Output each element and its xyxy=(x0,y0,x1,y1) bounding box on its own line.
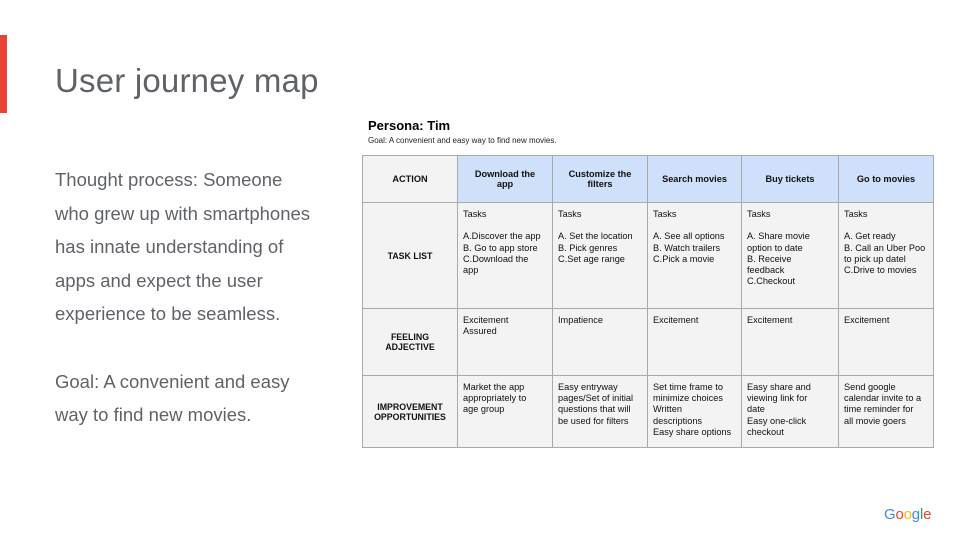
column-header-download: Download the app xyxy=(458,156,553,203)
improvement-row xyxy=(363,376,934,448)
cell-line: Assured xyxy=(463,326,497,337)
cell-line: to pick up datel xyxy=(844,253,906,264)
persona-goal: Goal: A convenient and easy way to find new movies. xyxy=(368,136,557,145)
cell-line: Easy share options xyxy=(653,426,732,437)
cell-line: date xyxy=(747,404,765,415)
logo-letter: l xyxy=(919,506,924,523)
cell-line: A.Discover the app xyxy=(463,231,541,242)
cell-line: Easy share and xyxy=(747,382,811,392)
cell-line: questions that will xyxy=(558,404,631,415)
cell-line: Send google xyxy=(844,382,896,392)
cell-line: age group xyxy=(463,404,505,415)
cell-line: Tasks xyxy=(653,209,677,219)
column-header-buy: Buy tickets xyxy=(742,156,839,203)
cell-line: B. Pick genres xyxy=(558,242,618,253)
goal-text: Goal: A convenient and easy way to find new movies. xyxy=(55,370,290,426)
improvement-cell-download xyxy=(458,376,553,448)
task-cell-go xyxy=(839,203,934,309)
improvement-label-line1: IMPROVEMENT xyxy=(377,401,443,412)
cell-line: Easy one-click xyxy=(747,415,807,426)
cell-line: time reminder for xyxy=(844,404,914,415)
task-cell-buy xyxy=(742,203,839,309)
cell-spacer xyxy=(463,220,547,231)
feeling-label xyxy=(363,309,458,376)
thought-process-text: Thought process: Someone who grew up with smartphones has innate understanding of apps and expect the user experience to be seamless. xyxy=(55,169,311,325)
cell-line: Excitement xyxy=(844,315,890,325)
cell-spacer xyxy=(558,220,642,231)
task-list-row xyxy=(363,203,934,309)
cell-line: calendar invite to a xyxy=(844,393,922,404)
task-cell-customize xyxy=(553,203,648,309)
accent-bar xyxy=(0,35,7,113)
improvement-cell-buy xyxy=(742,376,839,448)
cell-line: Excitement xyxy=(463,315,509,325)
cell-line: pages/Set of initial xyxy=(558,393,634,404)
cell-line: Written xyxy=(653,404,682,415)
feeling-cell-go xyxy=(839,309,934,376)
cell-line: A. Set the location xyxy=(558,231,633,242)
cell-line: feedback xyxy=(747,265,785,275)
feeling-cell-buy xyxy=(742,309,839,376)
task-cell-download xyxy=(458,203,553,309)
feeling-label-line2: ADJECTIVE xyxy=(385,342,435,352)
logo-letter: o xyxy=(895,506,904,523)
cell-line: C.Pick a movie xyxy=(653,253,715,264)
task-cell-search xyxy=(648,203,742,309)
feeling-row xyxy=(363,309,934,376)
cell-line: C.Drive to movies xyxy=(844,265,917,275)
cell-spacer xyxy=(653,220,736,231)
improvement-label-line2: OPPORTUNITIES xyxy=(374,411,446,422)
feeling-label-line1: FEELING xyxy=(390,332,430,342)
persona-title: Persona: Tim xyxy=(368,118,451,133)
column-header-customize: Customize the filters xyxy=(553,156,648,203)
cell-line: viewing link for xyxy=(747,393,808,404)
cell-line: checkout xyxy=(747,426,784,437)
logo-letter: G xyxy=(884,506,896,523)
improvement-cell-customize xyxy=(553,376,648,448)
improvement-label xyxy=(363,376,458,448)
cell-line: minimize choices xyxy=(653,393,723,404)
cell-line: Tasks xyxy=(558,209,582,219)
cell-line: Tasks xyxy=(463,209,487,219)
column-header-go: Go to movies xyxy=(839,156,934,203)
logo-letter: g xyxy=(911,506,920,523)
cell-line: Tasks xyxy=(747,209,771,219)
cell-line: Excitement xyxy=(747,315,793,325)
header-row xyxy=(363,156,934,203)
slide-title: User journey map xyxy=(55,62,319,99)
action-header: ACTION xyxy=(363,156,458,203)
cell-line: Market the app xyxy=(463,382,525,392)
cell-line: C.Checkout xyxy=(747,276,796,287)
cell-line: C.Download the xyxy=(463,253,529,264)
body-text xyxy=(55,163,317,432)
feeling-cell-customize xyxy=(553,309,648,376)
journey-map-table xyxy=(362,155,934,448)
cell-line: B. Call an Uber Poo xyxy=(844,242,926,253)
cell-line: Impatience xyxy=(558,315,603,325)
cell-line: appropriately to xyxy=(463,393,527,404)
cell-line: Set time frame to xyxy=(653,382,723,392)
cell-line: Easy entryway xyxy=(558,382,618,392)
cell-line: Excitement xyxy=(653,315,699,325)
cell-spacer xyxy=(844,220,928,231)
cell-line: be used for filters xyxy=(558,415,629,426)
cell-line: C.Set age range xyxy=(558,253,625,264)
cell-line: Tasks xyxy=(844,209,868,219)
cell-line: A. Get ready xyxy=(844,231,896,242)
feeling-cell-search xyxy=(648,309,742,376)
column-header-search: Search movies xyxy=(648,156,742,203)
cell-line: B. Go to app store xyxy=(463,242,538,253)
cell-line: B. Receive xyxy=(747,253,792,264)
improvement-cell-search xyxy=(648,376,742,448)
cell-line: A. See all options xyxy=(653,231,725,242)
cell-line: option to date xyxy=(747,242,803,253)
logo-letter: o xyxy=(903,506,912,523)
feeling-cell-download xyxy=(458,309,553,376)
cell-line: A. Share movie xyxy=(747,231,810,242)
improvement-cell-go xyxy=(839,376,934,448)
persona-block xyxy=(368,118,557,145)
task-list-label: TASK LIST xyxy=(363,203,458,309)
google-logo xyxy=(884,506,931,523)
cell-line: app xyxy=(463,265,479,275)
cell-line: all movie goers xyxy=(844,415,906,426)
cell-line: descriptions xyxy=(653,415,703,426)
cell-line: B. Watch trailers xyxy=(653,242,721,253)
logo-letter: e xyxy=(923,506,932,523)
cell-spacer xyxy=(747,220,833,231)
